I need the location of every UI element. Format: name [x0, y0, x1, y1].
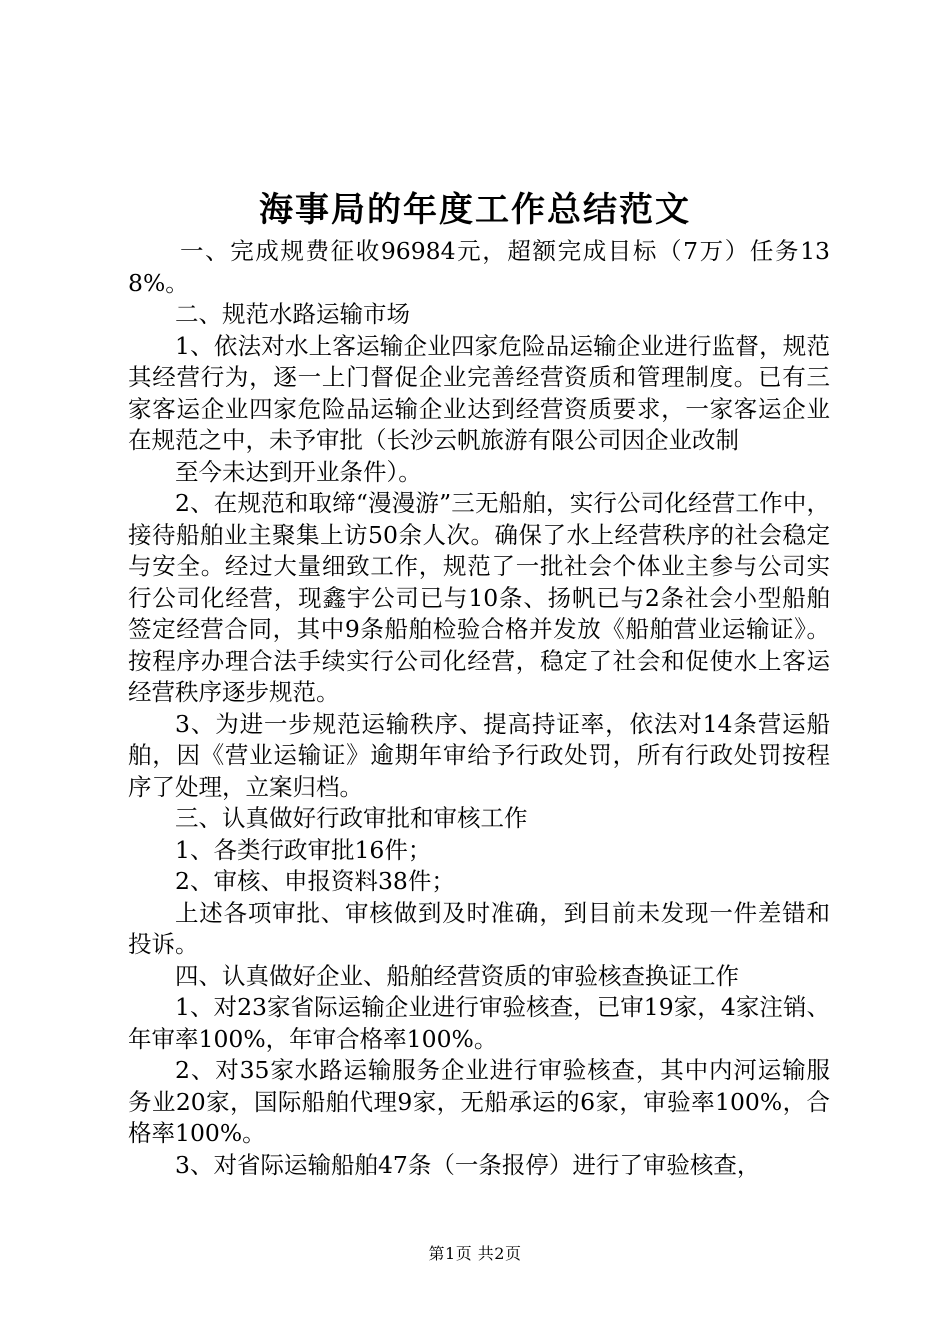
heading-section-4: 四、认真做好企业、船舶经营资质的审验核查换证工作: [175, 961, 739, 990]
paragraph-fee-collection: 一、完成规费征收96984元，超额完成目标（7万）任务138%。: [128, 237, 830, 297]
paragraph-3-2: 2、审核、申报资料38件；: [175, 867, 455, 895]
paragraph-2-3: 3、为进一步规范运输秩序、提高持证率，依法对14条营运船舶，因《营业运输证》逾期年审给予行政处罚，所有行政处罚按程序了处理，立案归档。: [128, 709, 830, 801]
paragraph-4-1: 1、对23家省际运输企业进行审验核查，已审19家，4家注销、年审率100%，年审合格率100%。: [128, 993, 830, 1053]
document-title: 海事局的年度工作总结范文: [259, 190, 691, 230]
heading-section-3: 三、认真做好行政审批和审核工作: [175, 804, 528, 832]
paragraph-2-1-continued: 至今未达到开业条件）。: [175, 457, 422, 486]
paragraph-3-summary: 上述各项审批、审核做到及时准确，到目前未发现一件差错和投诉。: [128, 898, 830, 958]
paragraph-2-2: 2、在规范和取缔“漫漫游”三无船舶，实行公司化经营工作中，接待船舶业主聚集上访50余人次。确保了水上经营秩序的社会稳定与安全。经过大量细致工作，规范了一批社会个体业主参与公司实行公司化经营，现鑫宇公司已与10条、扬帆已与2条社会小型船舶签定经营合同，其中9条船舶检验合格并发放《船舶营业运输证》。按程序办理合法手续实行公司化经营，稳定了社会和促使水上客运经营秩序逐步规范。: [128, 489, 830, 706]
document-body: [128, 236, 830, 1181]
heading-section-2: 二、规范水路运输市场: [175, 300, 410, 328]
paragraph-4-3: 3、对省际运输船舶47条（一条报停）进行了审验核查，: [175, 1150, 761, 1179]
paragraph-4-2: 2、对35家水路运输服务企业进行审验核查，其中内河运输服务业20家，国际船舶代理9家，无船承运的6家，审验率100%，合格率100%。: [128, 1056, 830, 1147]
paragraph-2-1: 1、依法对水上客运输企业四家危险品运输企业进行监督，规范其经营行为，逐一上门督促企业完善经营资质和管理制度。已有三家客运企业四家危险品运输企业达到经营资质要求，一家客运企业在规范之中，未予审批（长沙云帆旅游有限公司因企业改制: [128, 331, 830, 454]
paragraph-3-1: 1、各类行政审批16件；: [175, 835, 432, 864]
page-footer: 第1页 共2页: [428, 1244, 522, 1263]
